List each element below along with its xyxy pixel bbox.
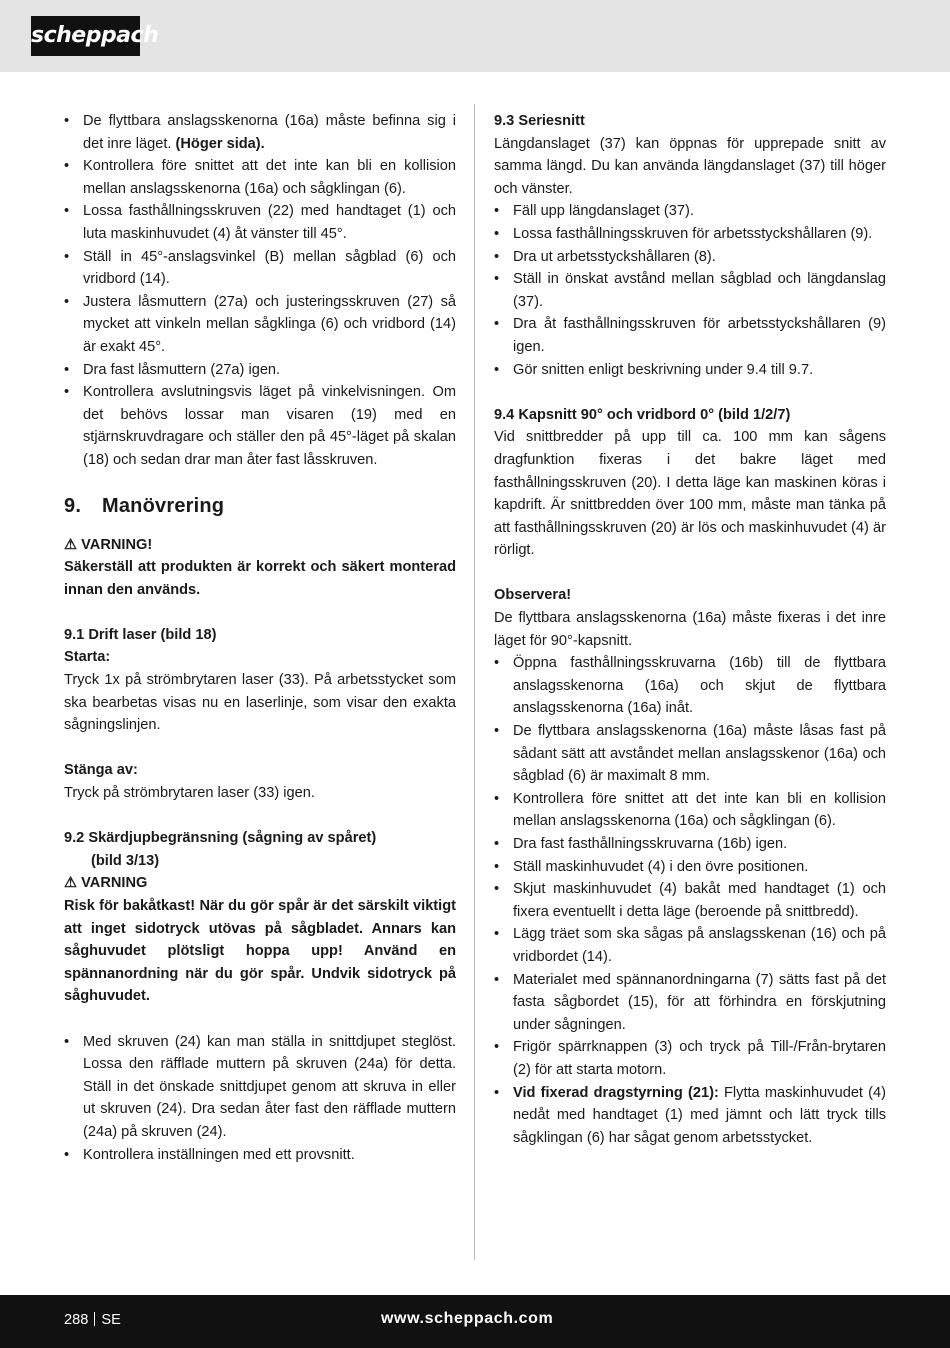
page-footer: [0, 1295, 950, 1348]
list-item: • Lossa fasthållningsskruven (22) med handtaget (1) och luta maskinhuvudet (4) åt vänster till 45°.: [64, 200, 456, 245]
warning-title: ⚠ VARNING: [64, 875, 148, 892]
list-item: • Gör snitten enligt beskrivning under 9.4 till 9.7.: [494, 359, 886, 382]
website-url: www.scheppach.com: [381, 1310, 554, 1327]
list-item: • De flyttbara anslagsskenorna (16a) måste befinna sig i det inre läget. (Höger sida).: [64, 110, 456, 155]
paragraph: Tryck 1x på strömbrytaren laser (33). På arbetsstycket som ska bearbetas visas nu en laserlinje, som visar den exakta sågningslinjen.: [64, 672, 456, 734]
list-item: • Dra ut arbetsstyckshållaren (8).: [494, 246, 886, 269]
subsection-title: 9.2 Skärdjupbegränsning (sågning av spåret): [64, 830, 377, 847]
list-item: • Öppna fasthållningsskruvarna (16b) till de flyttbara anslagsskenorna (16a) och skjut de flyttbara anslagsskenorna (16a) inåt.: [494, 652, 886, 720]
subsection-title: 9.3 Seriesnitt: [494, 113, 585, 129]
page-number: 288 SE: [64, 1312, 121, 1328]
scheppach-logo: scheppach: [31, 16, 140, 56]
list-item: • Dra fast fasthållningsskruvarna (16b) igen.: [494, 833, 886, 856]
list-item: • Vid fixerad dragstyrning (21): Flytta maskinhuvudet (4) nedåt med handtaget (1) med jämnt och lätt tryck tills sågklingan (6) har sågat genom arbetsstycket.: [494, 1082, 886, 1150]
list-item: • Dra fast låsmuttern (27a) igen.: [64, 359, 456, 382]
warning-text: Risk för bakåtkast! När du gör spår är det särskilt viktigt att inget sidotryck utövas på sågbladet. Annars kan såghuvudet plötsligt hoppa upp! Använd en spännanordning när du gör spår. Undvik sidotryck på såghuvudet.: [64, 898, 456, 1005]
list-item: • De flyttbara anslagsskenorna (16a) måste låsas fast på sådant sätt att avståndet mellan anslagsskenor (16a) och sågblad (6) är maximalt 8 mm.: [494, 720, 886, 788]
paragraph: De flyttbara anslagsskenorna (16a) måste fixeras i det inre läget för 90°-kapsnitt.: [494, 610, 886, 649]
list-item: • Kontrollera avslutningsvis läget på vinkelvisningen. Om det behövs lossar man visaren (19) med en stjärnskruvdragare och ställer den på 45°-läget på skalan (18) och sedan drar man åter fast låsskruven.: [64, 381, 456, 471]
list-item: • Lägg träet som ska sågas på anslagsskenan (16) och på vridbordet (14).: [494, 923, 886, 968]
paragraph: Tryck på strömbrytaren laser (33) igen.: [64, 785, 315, 802]
list-item: • Ställ in 45°-anslagsvinkel (B) mellan sågblad (6) och vridbord (14).: [64, 246, 456, 291]
warning-text: Säkerställ att produkten är korrekt och säkert monterad innan den används.: [64, 559, 456, 598]
left-column: [64, 110, 456, 1166]
list-item: • Fäll upp längdanslaget (37).: [494, 200, 886, 223]
list-item: • Kontrollera före snittet att det inte kan bli en kollision mellan anslagsskenorna (16a) och sågklingan (6).: [64, 155, 456, 200]
page-header: [0, 0, 950, 72]
list-item: • Lossa fasthållningsskruven för arbetsstyckshållaren (9).: [494, 223, 886, 246]
column-divider: [474, 104, 475, 1260]
warning-title: ⚠ VARNING!: [64, 536, 153, 553]
list-item: • Kontrollera före snittet att det inte kan bli en kollision mellan anslagsskenorna (16a) och sågklingan (6).: [494, 788, 886, 833]
list-item: • Skjut maskinhuvudet (4) bakåt med handtaget (1) och fixera eventuellt i detta läge (beroende på snittbredd).: [494, 878, 886, 923]
list-item: • Ställ maskinhuvudet (4) i den övre positionen.: [494, 856, 886, 879]
list-item: • Dra åt fasthållningsskruven för arbetsstyckshållaren (9) igen.: [494, 313, 886, 358]
list-item: • Med skruven (24) kan man ställa in snittdjupet steglöst. Lossa den räfflade muttern på skruven (24a) för detta. Ställ in det önskade snittdjupet genom att skruva in eller ut skruven (24). Dra sedan åter fast den räfflade muttern (24a) på skruven (24).: [64, 1031, 456, 1144]
right-column: [494, 110, 886, 1149]
note-title: Observera!: [494, 587, 572, 604]
list-item: • Kontrollera inställningen med ett provsnitt.: [64, 1144, 456, 1167]
bullet-list-4: [494, 652, 886, 1149]
subheading-start: Starta:: [64, 649, 111, 666]
subheading-stop: Stänga av:: [64, 762, 138, 779]
paragraph: Längdanslaget (37) kan öppnas för upprepade snitt av samma längd. Du kan använda längdanslaget (37) till höger och vänster.: [494, 135, 886, 197]
section-heading: 9. Manövrering: [64, 494, 225, 517]
bullet-list-1: [64, 110, 456, 472]
list-item: • Ställ in önskat avstånd mellan sågblad och längdanslag (37).: [494, 268, 886, 313]
list-item: • Materialet med spännanordningarna (7) sätts fast på det fasta sågbordet (15), för att förhindra en förskjutning under sågningen.: [494, 969, 886, 1037]
bullet-list-3: [494, 200, 886, 381]
list-item: • Justera låsmuttern (27a) och justeringsskruven (27) så mycket att vinkeln mellan sågklinga (6) och vridbord (14) är exakt 45°.: [64, 291, 456, 359]
list-item: • Frigör spärrknappen (3) och tryck på Till-/Från-brytaren (2) för att starta motorn.: [494, 1036, 886, 1081]
subsection-title: 9.1 Drift laser (bild 18): [64, 626, 217, 643]
bullet-list-2: [64, 1031, 456, 1167]
subsection-title-ref: (bild 3/13): [91, 852, 160, 869]
subsection-title: 9.4 Kapsnitt 90° och vridbord 0° (bild 1/2/7): [494, 406, 791, 423]
paragraph: Vid snittbredder på upp till ca. 100 mm kan sågens dragfunktion fixeras i det bakre läget med fasthållningsskruven (20). I detta läge kan maskinen köras i kapdrift. Är snittbredden över 100 mm, måste man tänka på att fasthållningsskruven (20) är lös och maskinhuvudet (4) är rörligt.: [494, 429, 886, 559]
